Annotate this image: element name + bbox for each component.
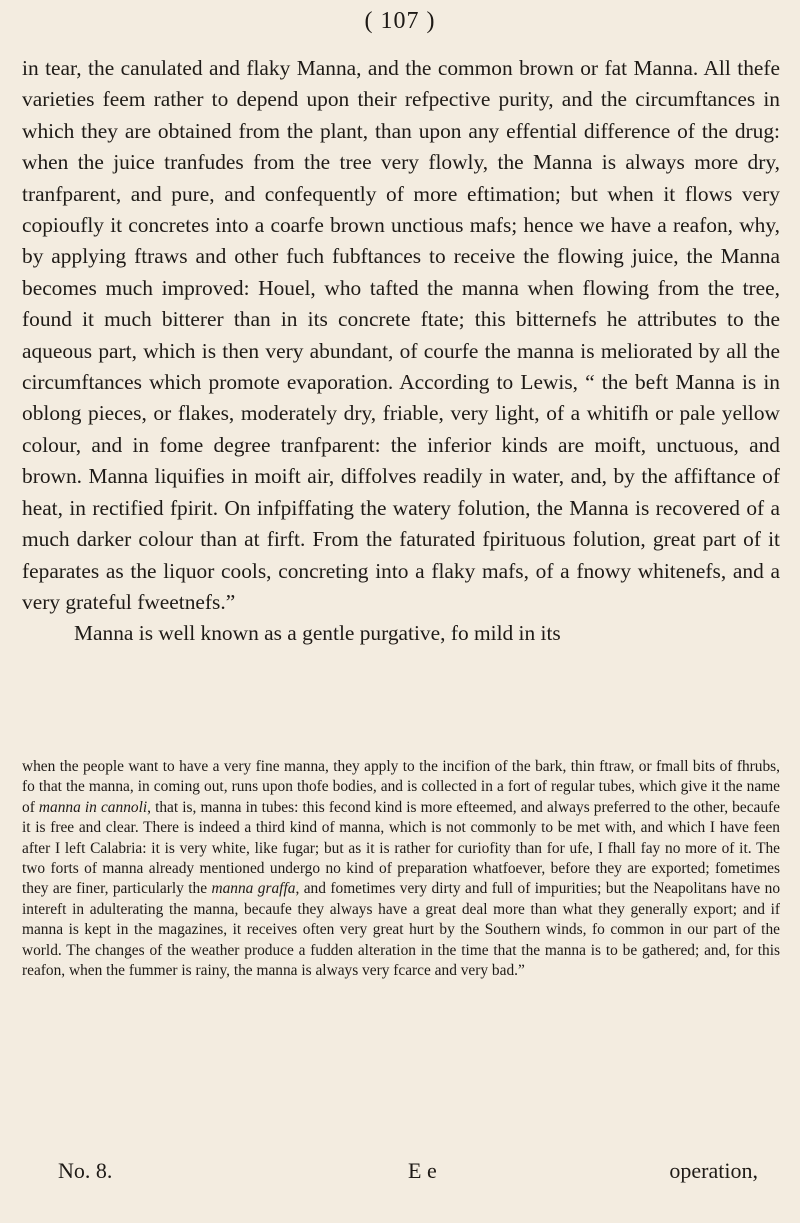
footnote-text-1: when the people want to have a very fine manna, they apply to the incifion of the bark, thin ftraw, or fmall bits of fhrubs, fo that the manna, in coming out, runs upon thofe bodies, and is collected in a fort of regular tubes, which give it the name of bbox=[22, 758, 780, 816]
main-text bbox=[22, 53, 780, 650]
signature-mark: E e bbox=[408, 1158, 437, 1183]
footnote-text-3: , and fometimes very dirty and full of impurities; but the Neapolitans have no intereft in adulterating the manna, becaufe they always have a great deal more than what they generally export; and if manna is kept in the magazines, it receives often very great hurt by the Southern winds, fo common in our part of the world. The changes of the weather produce a fudden alteration in the time that the manna is to be gathered; and, for this reafon, when the fummer is rainy, the manna is always very fcarce and very bad.” bbox=[22, 880, 781, 980]
footnote-italic-manna-graffa: manna graffa bbox=[211, 880, 296, 898]
page-number: ( 107 ) bbox=[364, 8, 436, 34]
footnote-italic-manna-in-cannoli: manna in cannoli bbox=[38, 798, 148, 816]
number-label: No. 8. bbox=[58, 1158, 113, 1183]
footnote-text-2: , that is, manna in tubes: this fecond kind is more efteemed, and always preferred to the other, becaufe it is free and clear. There is indeed a third kind of manna, which is not commonly to be met with, and which I have feen after I left Calabria: it is very white, like fugar; but as it is rather for curiofity than for ufe, I fhall fay no more of it. The two forts of manna already mentioned undergo no kind of preparation whatfoever, before they are exported; fometimes they are finer, particularly the bbox=[22, 798, 781, 898]
footnote bbox=[22, 757, 780, 981]
catchword: operation, bbox=[669, 1158, 758, 1183]
body-paragraph-1: in tear, the canulated and flaky Manna, and the common brown or fat Manna. All thefe varieties feem rather to depend upon their refpective purity, and the circumftances in which they are obtained from the plant, than upon any effential difference of the drug: when the juice tranfudes from the tree very flowly, the Manna is always more dry, tranfparent, and pure, and confequently of more eftimation; but when it flows very copioufly it concretes into a coarfe brown unctious mafs; hence we have a reafon, why, by applying ftraws and other fuch fubftances to receive the flowing juice, the Manna becomes much improved: Houel, who tafted the manna when flowing from the tree, found it much bitterer than in its concrete ftate; this bitternefs he attributes to the aqueous part, which is then very abundant, of courfe the manna is meliorated by all the circumftances which promote evaporation. According to Lewis, “ the beft Manna is in oblong pieces, or flakes, moderately dry, friable, very light, of a whitifh or pale yellow colour, and in fome degree tranfparent: the inferior kinds are moift, unctuous, and brown. Manna liquifies in moift air, diffolves readily in water, and, by the affiftance of heat, in rectified fpirit. On infpiffating the watery folution, the Manna is recovered of a much darker colour than at firft. From the faturated fpirituous folution, great part of it feparates as the liquor cools, concreting into a flaky mafs, of a fnowy whitenefs, and a very grateful fweetnefs.” bbox=[22, 56, 780, 614]
page-footer bbox=[58, 1158, 758, 1190]
body-paragraph-2: Manna is well known as a gentle purgative, fo mild in its bbox=[74, 621, 561, 646]
